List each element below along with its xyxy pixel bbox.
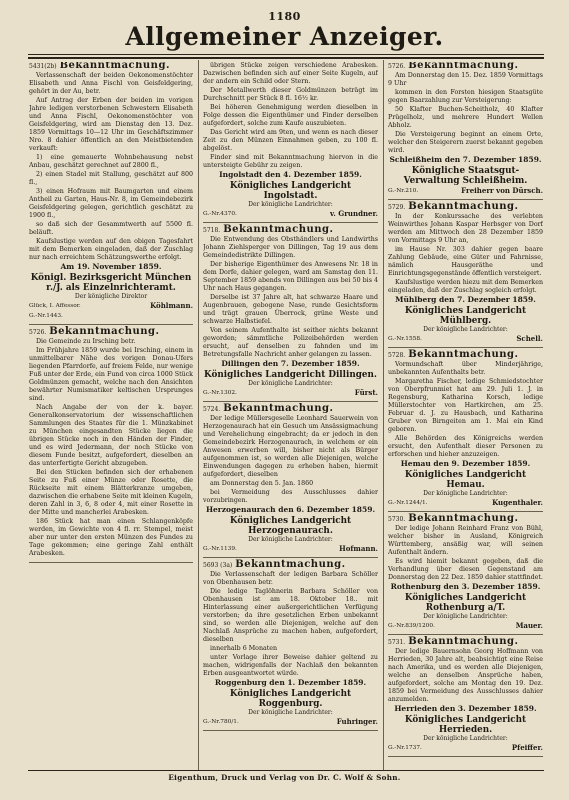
announcement-paragraph: Der ledige Müllersgeselle Leonhard Sauerwein von Herzogenaurach hat ein Gesuch um Ansässigmachung und Verehelichung eingebracht; da er jedoch in den Gemeindebezirk Herzogenaurach, in welchem er ein Anwesen erwerben will, bisher nicht als Bürger aufgenommen ist, so werden alle Diejenigen, welche Einwendungen dagegen zu erheben haben, hiermit aufgefordert, dieselben xyxy=(203,415,378,478)
announcement-separator xyxy=(388,511,543,512)
announcement-date: Mühlberg den 7. Dezember 1859. xyxy=(395,295,536,304)
announcement-header xyxy=(388,351,543,360)
announcement xyxy=(203,405,378,553)
signature-line xyxy=(388,744,543,752)
announcement-paragraph: unter Vorlage ihrer Beweise dahier geltend zu machen, widrigenfalls der Nachlaß den bekannten Erben ausgeantwortet würde. xyxy=(203,654,378,677)
announcement-header xyxy=(29,62,193,71)
announcement-paragraph: Die Gemeinde zu Irsching betr. xyxy=(36,338,136,345)
announcement-title: Bekanntmachung. xyxy=(408,513,519,524)
signatory-name: Fürst. xyxy=(354,388,378,397)
announcement-separator xyxy=(388,634,543,635)
column-divider xyxy=(383,60,384,770)
announcement-title: Bekanntmachung. xyxy=(235,559,346,570)
announcement-paragraph: Von seinem Aufenthalte ist seither nichts bekannt geworden; sämmtliche Polizeibehörden werden ersucht, auf denselben zu fahnden und im Betretungsfalle Nachricht anher gelangen zu lassen. xyxy=(203,327,378,358)
announcement-title: Bekanntmachung. xyxy=(223,224,334,235)
announcement xyxy=(388,351,543,507)
announcement-header xyxy=(203,561,378,570)
announcement-title: Bekanntmachung. xyxy=(223,403,334,414)
announcement-paragraph: Bei höheren Genehmigung werden dieselben in Folge dessen die Eigenthümer und Finder derselben aufgefordert, solche zum Kaufe auszubieten. xyxy=(203,104,378,127)
court-subtitle: Der königliche Landrichter: xyxy=(423,735,508,742)
announcement xyxy=(203,62,378,218)
masthead-rule-thick xyxy=(28,57,544,59)
column-2 xyxy=(203,62,378,770)
signature-line xyxy=(203,718,378,726)
announcement-number: 5693 (3a) xyxy=(203,562,233,569)
signatory-name: Mauer. xyxy=(515,621,543,630)
announcement-paragraph: am Donnerstag den 5. Jan. 1860 xyxy=(210,480,314,487)
announcement-number: 5726. xyxy=(29,329,47,336)
announcement-title: Bekanntmachung. xyxy=(49,326,160,337)
announcement-number: 5730. xyxy=(388,516,406,523)
footer-rule xyxy=(28,770,544,771)
registry-number: G.-Nr.780/1. xyxy=(203,719,239,725)
court-name: Königliches Landgericht Roggenburg. xyxy=(229,689,352,709)
signature-line xyxy=(388,187,543,195)
registry-number: Glück, I. Affessor. xyxy=(29,303,81,309)
announcement-paragraph: Der bisherige Eigenthümer des Anwesens Nr. 18 in dem Dorfe, dahier gelegen, ward am Samstag den 11. September 1859 abends von Dillingen aus bei 50 bis 4 Uhr nach Haus gegangen. xyxy=(203,261,378,292)
announcement-paragraph: Bei den Stücken befinden sich der erhabenen Seite zu Fuß einer Münze oder Rosette, die Rückseite mit einem Blätterkranze umgeben, dazwischen die erhabene Seite mit kleinen Kugeln, deren Zahl in 3, 6, 8 oder 4, mit einer Rosette in der Mitte und mancherlei Arabesken. xyxy=(29,469,193,516)
announcement-paragraph: Verlassenschaft der beiden Oekonomenstöchter Elisabeth und Anna Fischl von Geisfeldgering, gehört in der Au, betr. xyxy=(29,72,193,95)
registry-number: G.-Nr.1302. xyxy=(203,390,237,396)
announcement-title: Bekanntmachung. xyxy=(408,201,519,212)
announcement-title: Bekanntmachung. xyxy=(408,349,519,360)
announcement xyxy=(29,328,193,558)
announcement-number: 5728. xyxy=(388,352,406,359)
registry-number: G.-Nr.1244/1. xyxy=(388,500,428,506)
announcement-date: Herzogenaurach den 6. Dezember 1859. xyxy=(205,505,376,514)
announcement-separator xyxy=(203,401,378,402)
announcement-paragraph: so daß sich der Gesammtwerth auf 5500 fl. beläuft. xyxy=(29,221,193,236)
announcement-header xyxy=(388,203,543,212)
registry-number: G.-Nr.1558. xyxy=(388,336,422,342)
court-subtitle: Der königliche Landrichter: xyxy=(248,709,333,716)
court-subtitle: Der königliche Direktor xyxy=(74,293,148,300)
announcement-paragraph: Derselbe ist 37 Jahre alt, hat schwarze Haare und Augenbrauen, gebogene Nase, runde Gesichtsform und trägt grauen Überrock, grüne Weste und schwarze Halbstiefel. xyxy=(203,294,378,325)
court-name: Königliches Landgericht Dillingen. xyxy=(204,370,377,380)
publisher-footer: Eigenthum, Druck und Verlag von Dr. C. Wolf & Sohn. xyxy=(168,773,401,782)
announcement-header xyxy=(203,405,378,414)
registry-number: G.-Nr.1443. xyxy=(29,313,63,319)
announcement-paragraph: Am Donnerstag den 15. Dez. 1859 Vormittags 9 Uhr xyxy=(388,72,543,87)
court-subtitle: Der königliche Landrichter: xyxy=(248,536,333,543)
announcement-date: Am 19. November 1859. xyxy=(60,262,162,271)
court-subtitle: Der königliche Landrichter: xyxy=(248,201,333,208)
court-name: Königliches Landgericht Herrieden. xyxy=(404,715,527,735)
court-name: Königliches Landgericht Ingolstadt. xyxy=(229,181,352,201)
announcement xyxy=(29,62,193,320)
announcement-paragraph: Der ledige Johann Reinhard Franz von Bühl, welcher bisher in Ausland, Königreich Württemberg, ansäßig war, will seinen Aufenthalt ändern. xyxy=(388,525,543,556)
signatory-name: Hofmann. xyxy=(339,544,378,553)
announcement-title: Bekanntmachung. xyxy=(59,62,170,71)
announcement-number: 5431(2b) xyxy=(29,63,57,70)
announcement-paragraph: 2) einen Stadel mit Stallung, geschätzt auf 800 fl., xyxy=(29,171,193,186)
signatory-name: Fuhringer. xyxy=(336,717,378,726)
announcement-paragraph: Die Versteigerung beginnt an einem Orte, welcher den Steigerern zuerst bekannt gegeben wird. xyxy=(388,131,543,154)
signature-line xyxy=(388,499,543,507)
announcement-header xyxy=(203,226,378,235)
column-3 xyxy=(388,62,543,770)
announcement-paragraph: kommen in den Forsten hiesigen Staatsgüte gegen Baarzahlung zur Versteigerung: xyxy=(388,89,543,104)
registry-number: G.-Nr.1139. xyxy=(203,546,237,552)
announcement-date: Ingolstadt den 4. Dezember 1859. xyxy=(219,170,362,179)
signature-line xyxy=(203,389,378,397)
court-subtitle: Der königliche Landrichter: xyxy=(248,380,333,387)
announcement xyxy=(388,203,543,343)
announcement-separator xyxy=(29,324,193,325)
announcement-paragraph: Der Metallwerth dieser Goldmünzen beträgt im Durchschnitt per Stück 8 fl. 16½ kr. xyxy=(203,87,378,102)
announcement xyxy=(388,638,543,752)
announcement-separator xyxy=(203,557,378,558)
announcement-date: Schleißheim den 7. Dezember 1859. xyxy=(389,155,542,164)
announcement-date: Dillingen den 7. Dezember 1859. xyxy=(221,359,360,368)
registry-number: G.-Nr.4370. xyxy=(203,211,237,217)
announcement-paragraph: im Hause Nr. 303 dahier gegen baare Zahlung Gebäude, eine Güter und Fahrnisse, nämlich Hausgeräthe und Einrichtungsgegenstände öffentlich versteigert. xyxy=(388,246,543,277)
announcement-paragraph: Margaretha Fischer, ledige Schmiedstochter von Oberpfrunmiet hat am 29. Juli 1. J. in Regensburg, Katharina Korsch, ledige Müllerstochter von Hartkirchen, am 25. Februar d. J. zu Hausbach, und Katharina Gruber von Birngeiten am 1. Mai ein Kind geboren. xyxy=(388,378,543,433)
announcement-paragraph: In der Konkurssache des verlebten Weinwirthes Johann Kaspar Herbsger von Dorf werden am Mittwoch den 28 Dezember 1859 von Vormittags 9 Uhr an, xyxy=(388,213,543,244)
registry-number: G.-Nr.1737. xyxy=(388,745,422,751)
announcement-date: Herrieden den 3. Dezember 1859. xyxy=(394,704,537,713)
signature-line xyxy=(29,302,193,310)
announcement-paragraph: Der ledige Bauernsohn Georg Hoffmann von Herrieden, 30 Jahre alt, beabsichtigt eine Reise nach Amerika, und es werden alle Diejenigen, welche an denselben Ansprüche haben, aufgefordert, solche am Montag den 19. Dez. 1859 bei Vermeidung des Ausschlusses dahier anzumelden. xyxy=(388,648,543,703)
announcement xyxy=(203,226,378,397)
court-name: Königliches Landgericht Rothenburg a/T. xyxy=(404,593,527,613)
signatory-name: Schell. xyxy=(516,334,543,343)
announcement-separator xyxy=(203,222,378,223)
court-subtitle: Der königliche Landrichter: xyxy=(423,326,508,333)
announcement-separator xyxy=(388,199,543,200)
announcement-number: 5718. xyxy=(203,227,221,234)
signatory-name: Kugenthaler. xyxy=(492,498,543,507)
masthead-title: Allgemeiner Anzeiger. xyxy=(125,22,444,51)
announcement-header xyxy=(388,638,543,647)
announcement-paragraph: 186 Stück hat man einen Schlangenköpfe werden, im Gewichte von 4 fl. rr. Stempel, meist aber nur unter den ersten Münzen des Fundes zu Tage gekommen; eine geringe Zahl enthält Arabesken. xyxy=(29,518,193,557)
announcement-paragraph: Die ledige Taglöhnerin Barbara Schöller von Obenhausen ist am 18. Oktober 18.. mit Hinterlassung einer außergerichtlichen Verfügung verstorben; da ihre gesetzlichen Erben unbekannt sind, so werden alle Diejenigen, welche auf den Nachlaß Ansprüche zu machen haben, aufgefordert, dieselben xyxy=(203,588,378,643)
signature-line xyxy=(203,210,378,218)
announcement-paragraph: 50 Klafter Buchen-Scheitholz, 40 Klafter Prügelholz, und mehrere Hundert Wellen Abholz. xyxy=(388,106,543,129)
announcement-paragraph: Finder sind mit Bekanntmachung hiervon in die untersteigte Gebühr zu zeigen. xyxy=(203,154,378,169)
announcement-number: 5729. xyxy=(388,204,406,211)
court-subtitle: Der königliche Landrichter: xyxy=(423,490,508,497)
announcement-paragraph: 1) eine gemauerte Wohnbehausung nebst Anbau, geschätzt gerechnet auf 2800 fl., xyxy=(29,154,193,169)
signature-line xyxy=(203,545,378,553)
announcement-title: Bekanntmachung. xyxy=(408,62,519,71)
signature-line xyxy=(388,335,543,343)
announcement-paragraph: bei Vermeidung des Ausschlusses dahier vorzubringen. xyxy=(203,489,378,504)
announcement xyxy=(388,515,543,630)
announcement-paragraph: innerhalb 6 Monaten xyxy=(210,645,278,652)
court-name: Königliches Landgericht Herzogenaurach. xyxy=(229,516,352,536)
announcement-paragraph: Die Verlassenschaft der ledigen Barbara Schöller von Obenhausen betr. xyxy=(203,571,378,586)
announcement-paragraph: Kaufslustige werden hiezu mit dem Bemerken eingeladen, daß der Zuschlag sogleich erfolgt. xyxy=(388,279,543,294)
signature-line xyxy=(388,622,543,630)
announcement-date: Hemau den 9. Dezember 1859. xyxy=(400,459,531,468)
court-name: Königliche Staatsgut-Verwaltung Schleißheim. xyxy=(403,166,528,186)
announcement-paragraph: 3) einen Hofraum mit Baumgarten und einem Antheil zu Garten, Haus-Nr. 8, im Gemeindebezirk Geisfeldgering gelegen, gerichtlich geschätzt zu 1900 fl., xyxy=(29,188,193,219)
announcement-date: Rothenburg den 3. Dezember 1859. xyxy=(390,582,541,591)
announcement-separator xyxy=(203,730,378,731)
announcement-paragraph: Kaufslustige werden auf den obigen Tagesfahrt mit dem Bemerken eingeladen, daß der Zuschlag nur nach erreichtem Schätzungswerthe erfolgt. xyxy=(29,238,193,261)
announcement-separator xyxy=(388,756,543,757)
registry-number: G.-Nr.210. xyxy=(388,188,419,194)
court-name: Königliches Landgericht Hemau. xyxy=(404,470,527,490)
registry-number: G.-Nr.839/1200. xyxy=(388,623,435,629)
signatory-name: Pfeiffer. xyxy=(511,743,543,752)
announcement-paragraph: Vormundschaft über Minderjährige, unbekannten Aufenthalts betr. xyxy=(388,361,543,376)
announcement-number: 5726. xyxy=(388,63,406,70)
court-subtitle: Der königliche Landrichter: xyxy=(423,613,508,620)
court-name: Königliches Landgericht Mühlberg. xyxy=(404,306,527,326)
court-name: Königl. Bezirksgericht München r./J. als Einzelnrichteramt. xyxy=(30,273,192,293)
announcement-date: Roggenburg den 1. Dezember 1859. xyxy=(214,678,367,687)
announcement-header xyxy=(388,515,543,524)
announcement-header xyxy=(29,328,193,337)
signatory-name: Freiherr von Dürsch. xyxy=(461,186,543,195)
announcement-paragraph: Die Entwendung des Obsthändlers und Landwirths Johann Ziehlsperger von Dillingen, Tag 19 aus dem Gemeindedistrikte Dillingen. xyxy=(203,236,378,259)
announcement-paragraph: Das Gericht wird am 9ten, und wenn es nach dieser Zeit zu den Münzen Einnahmen geben, zu 100 fl. abgelöst. xyxy=(203,129,378,152)
announcement-title: Bekanntmachung. xyxy=(408,636,519,647)
column-divider xyxy=(198,60,199,770)
page-number: 1180 xyxy=(268,10,301,23)
announcement-separator xyxy=(29,562,193,563)
announcement-paragraph: Im Frühjahre 1859 wurde bei Irsching, einem in unmittelbarer Nähe des vorigen Donau-Ufers liegenden Pfarrdorfe, auf freiem Felde, nur wenige Fuß unter der Erde, ein Fund von circa 1000 Stück Goldmünzen gemacht, welche nach den Ansichten bewährter Numismatiker keltischen Ursprunges sind. xyxy=(29,347,193,402)
announcement-paragraph: Nach Angabe der von der k. bayer. Generalkonservatorium der wissenschaftlichen Sammlungen des Staates für die 1. Münzkabinet zu München eingesandten Stücke liegen die übrigen Stücke noch in den Händen der Finder, und es wird Jedermann, der noch Stücke von diesem Funde besitzt, aufgefordert, dieselben an das unterfertigte Gericht abzugeben. xyxy=(29,404,193,467)
announcement-paragraph: Alle Behörden des Königreichs werden ersucht, den Aufenthalt dieser Personen zu erforschen und hieher anzuzeigen. xyxy=(388,435,543,458)
announcement xyxy=(203,561,378,726)
announcement-paragraph: Es wird hiemit bekannt gegeben, daß die Verhandlung über diesen Gegenstand am Donnerstag den 22 Dez. 1859 dahier stattfindet. xyxy=(388,558,543,581)
signatory-name: Köhlmann. xyxy=(150,301,193,310)
announcement-paragraph: übrigen Stücke zeigen verschiedene Arabesken. Dazwischen befinden sich auf einer Seite Kugeln, auf der andern ein Schild oder Stern. xyxy=(203,62,378,85)
column-1 xyxy=(29,62,193,770)
signatory-name: v. Grundner. xyxy=(329,209,378,218)
announcement xyxy=(388,62,543,195)
announcement-header xyxy=(388,62,543,71)
announcement-number: 5724. xyxy=(203,406,221,413)
masthead-rule xyxy=(28,54,544,55)
announcement-number: 5731. xyxy=(388,639,406,646)
announcement-paragraph: Auf Antrag der Erben der beiden im vorigen Jahre ledigen verstorbenen Schwestern Elisabeth und Anna Fischl, Oekonomenstöchter von Geisfeldgering, wird am Dienstag den 13. Dez. 1859 Vormittags 10—12 Uhr im Geschäftszimmer Nro. 8 dahier öffentlich an den Meistbietenden verkauft: xyxy=(29,97,193,152)
announcement-separator xyxy=(388,347,543,348)
